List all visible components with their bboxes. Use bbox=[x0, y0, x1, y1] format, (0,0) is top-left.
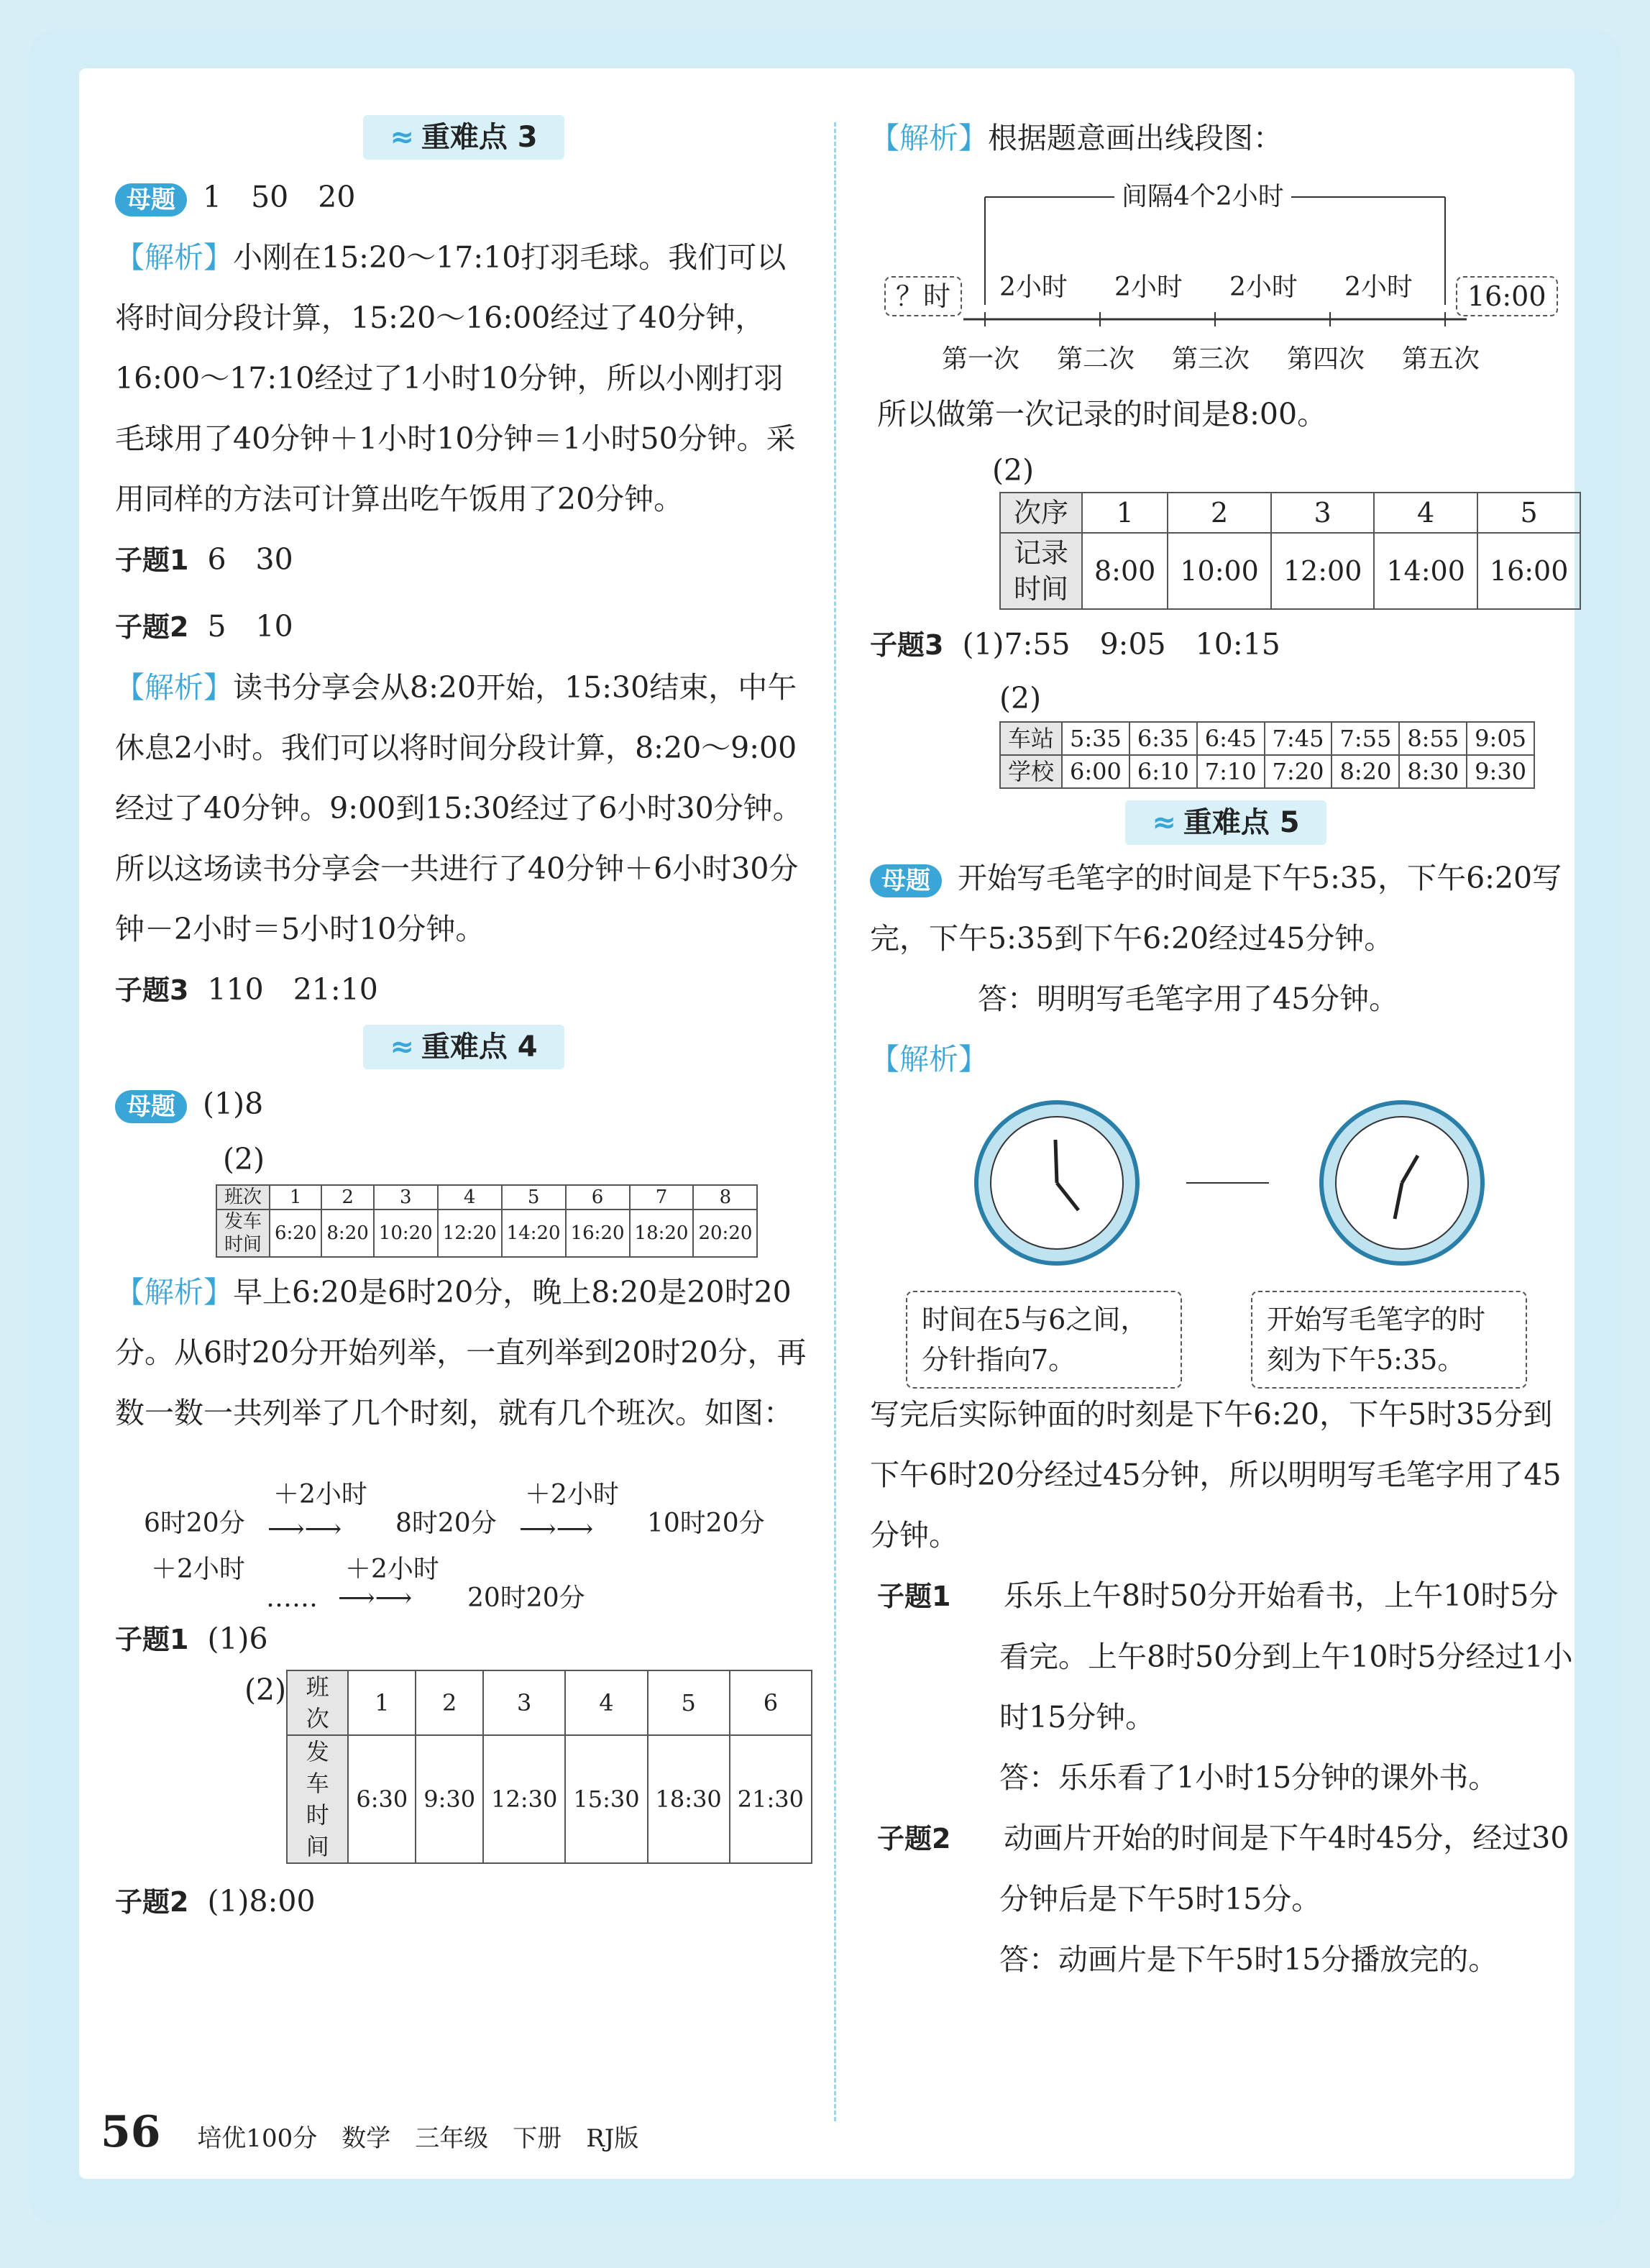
arrow-icon: ⟶⟶ bbox=[338, 1583, 413, 1613]
table-cell: 6 bbox=[730, 1670, 812, 1735]
point-label: 第一次 bbox=[942, 344, 1020, 374]
mother-question-3 bbox=[115, 167, 812, 227]
table-cell: 15:30 bbox=[565, 1735, 647, 1863]
flow-step: ＋2小时 bbox=[151, 1555, 245, 1584]
page-footer bbox=[101, 2107, 638, 2157]
table-cell: 7:55 bbox=[1332, 722, 1399, 755]
table-cell: 5 bbox=[648, 1670, 730, 1735]
answer-text: 110 21:10 bbox=[207, 972, 378, 1007]
sub-label: 子题3 bbox=[870, 629, 944, 661]
answer-text: (1)8:00 bbox=[207, 1884, 316, 1919]
hint-box-2: 开始写毛笔字的时刻为下午5:35。 bbox=[1251, 1291, 1527, 1389]
table-cell: 班次 bbox=[216, 1185, 270, 1210]
table-cell: 14:20 bbox=[502, 1210, 566, 1257]
flow-dots: …… bbox=[266, 1583, 318, 1613]
flow-step: ＋2小时 bbox=[345, 1555, 439, 1584]
section-heading-5 bbox=[1125, 800, 1326, 845]
page-number: 56 bbox=[101, 2107, 161, 2157]
table-cell: 班次 bbox=[287, 1670, 348, 1735]
table-cell: 6:00 bbox=[1062, 755, 1129, 788]
table-cell: 3 bbox=[483, 1670, 565, 1735]
table-cell: 8:30 bbox=[1399, 755, 1467, 788]
table-cell: 16:20 bbox=[566, 1210, 630, 1257]
wave-icon: ≈ bbox=[390, 121, 414, 154]
flow-step: ＋2小时 bbox=[273, 1480, 367, 1509]
record-table bbox=[999, 492, 1581, 610]
table-cell: 10:00 bbox=[1168, 533, 1271, 609]
arrow-icon: ⟶⟶ bbox=[519, 1514, 594, 1544]
table-cell: 次序 bbox=[1000, 493, 1082, 533]
table-cell: 1 bbox=[1082, 493, 1168, 533]
clock-diagram bbox=[870, 1089, 1582, 1377]
clock-mirror-icon bbox=[976, 1102, 1137, 1263]
point-label: 第三次 bbox=[1172, 344, 1250, 374]
sub-label: 子题1 bbox=[115, 1624, 189, 1655]
analysis-text: 小刚在15:20～17:10打羽毛球。我们可以将时间分段计算，15:20～16:00经过了40分钟，16:00～17:10经过了1小时10分钟，所以小刚打羽毛球用了40分钟＋1小时10分钟＝1小时50分钟。采用同样的方法可计算出吃午饭用了20分钟。 bbox=[115, 240, 796, 516]
sub-question-2r bbox=[870, 1808, 1582, 1929]
table-row bbox=[216, 1210, 757, 1257]
sub-label: 子题1 bbox=[115, 544, 189, 576]
answer-text: 乐乐上午8时50分开始看书，上午10时5分看完。上午8时50分到上午10时5分经过1小时15分钟。 bbox=[999, 1578, 1573, 1734]
table-cell: 6:45 bbox=[1197, 722, 1265, 755]
table-row bbox=[1000, 755, 1534, 788]
flow-time: 6时20分 bbox=[144, 1509, 245, 1538]
part-2-label: (2) bbox=[244, 1673, 287, 1707]
table-cell: 8:20 bbox=[321, 1210, 373, 1257]
mother-tag: 母题 bbox=[115, 183, 187, 216]
book-info: 培优100分 数学 三年级 下册 RJ版 bbox=[197, 2124, 639, 2153]
table-cell: 10:20 bbox=[374, 1210, 438, 1257]
table-cell: 20:20 bbox=[693, 1210, 757, 1257]
answer-text: (1)7:55 9:05 10:15 bbox=[962, 627, 1280, 662]
table-cell: 6:30 bbox=[348, 1735, 416, 1863]
analysis-tag: 【解析】 bbox=[115, 670, 233, 705]
table-row bbox=[216, 1185, 757, 1210]
left-column bbox=[115, 115, 812, 1932]
answer-line: 答：乐乐看了1小时15分钟的课外书。 bbox=[999, 1760, 1498, 1795]
sub-question-1r bbox=[870, 1565, 1582, 1747]
table-cell: 12:00 bbox=[1271, 533, 1375, 609]
flow-time: 20时20分 bbox=[467, 1583, 585, 1613]
bus-schedule-table bbox=[216, 1184, 758, 1258]
answer-line: 答：明明写毛笔字用了45分钟。 bbox=[978, 982, 1399, 1016]
point-label: 第四次 bbox=[1287, 344, 1365, 374]
flow-step: ＋2小时 bbox=[525, 1480, 619, 1509]
segment-label: 2小时 bbox=[1229, 273, 1298, 302]
segment-label: 2小时 bbox=[1114, 273, 1183, 302]
sub-question-3r bbox=[870, 614, 1582, 675]
table-cell: 3 bbox=[1271, 493, 1375, 533]
sub-question-2 bbox=[115, 596, 812, 657]
table-cell: 7:45 bbox=[1265, 722, 1332, 755]
heading-text: 重难点 3 bbox=[421, 121, 538, 154]
part-2-label: (2) bbox=[992, 453, 1035, 488]
table-cell: 发车时间 bbox=[216, 1210, 270, 1257]
table-cell: 12:30 bbox=[483, 1735, 565, 1863]
sub-label: 子题2 bbox=[115, 611, 189, 643]
heading-text: 重难点 5 bbox=[1183, 806, 1300, 839]
table-cell: 8:55 bbox=[1399, 722, 1467, 755]
table-cell: 发车时间 bbox=[287, 1735, 348, 1863]
table-cell: 5 bbox=[1477, 493, 1581, 533]
table-cell: 学校 bbox=[1000, 755, 1062, 788]
flow-time: 10时20分 bbox=[647, 1509, 765, 1538]
part-2-block bbox=[244, 1670, 812, 1864]
analysis-2 bbox=[115, 657, 812, 959]
answer-text: (1)6 bbox=[207, 1622, 268, 1656]
table-cell: 4 bbox=[1374, 493, 1477, 533]
table-cell: 3 bbox=[374, 1185, 438, 1210]
answer-text: 开始写毛笔字的时间是下午5:35，下午6:20写完，下午5:35到下午6:20经过45分钟。 bbox=[870, 861, 1562, 956]
table-cell: 车站 bbox=[1000, 722, 1062, 755]
table-cell: 2 bbox=[321, 1185, 373, 1210]
analysis-3 bbox=[115, 1262, 812, 1443]
mother-tag: 母题 bbox=[870, 864, 942, 897]
end-time-box: 16:00 bbox=[1456, 276, 1558, 316]
answer-text: 动画片开始的时间是下午4时45分，经过30分钟后是下午5时15分。 bbox=[999, 1821, 1569, 1916]
analysis-tag: 【解析】 bbox=[870, 1042, 988, 1076]
sub-question-1 bbox=[115, 529, 812, 590]
analysis-text: 早上6:20是6时20分，晚上8:20是20时20分。从6时20分开始列举，一直列举到20时20分，再数一数一共列举了几个时刻，就有几个班次。如图： bbox=[115, 1275, 807, 1430]
table-cell: 记录时间 bbox=[1000, 533, 1082, 609]
table-cell: 9:05 bbox=[1467, 722, 1534, 755]
table-cell: 8:00 bbox=[1082, 533, 1168, 609]
table-cell: 7:10 bbox=[1197, 755, 1265, 788]
table-cell: 7 bbox=[630, 1185, 694, 1210]
bus-schedule-table-2 bbox=[286, 1670, 812, 1864]
flow-time: 8时20分 bbox=[395, 1509, 497, 1538]
table-row bbox=[1000, 722, 1534, 755]
table-cell: 2 bbox=[416, 1670, 483, 1735]
column-divider bbox=[834, 122, 836, 2121]
table-cell: 16:00 bbox=[1477, 533, 1581, 609]
table-cell: 9:30 bbox=[1467, 755, 1534, 788]
table-row bbox=[1000, 493, 1580, 533]
table-cell: 4 bbox=[438, 1185, 502, 1210]
table-cell: 4 bbox=[565, 1670, 647, 1735]
wave-icon: ≈ bbox=[1152, 806, 1176, 839]
answer-line: 答：动画片是下午5时15分播放完的。 bbox=[999, 1942, 1498, 1977]
station-table bbox=[999, 721, 1535, 789]
interval-label: 间隔4个2小时 bbox=[1114, 178, 1291, 216]
table-cell: 18:30 bbox=[648, 1735, 730, 1863]
analysis-tag: 【解析】 bbox=[870, 121, 988, 155]
analysis-1 bbox=[115, 227, 812, 529]
analysis-text: 读书分享会从8:20开始，15:30结束，中午休息2小时。我们可以将时间分段计算，8:20～9:00经过了40分钟。9:00到15:30经过了6小时30分钟。所以这场读书分享会一共进行了40分钟＋6小时30分钟－2小时＝5小时10分钟。 bbox=[115, 670, 802, 946]
table-cell: 6:35 bbox=[1129, 722, 1197, 755]
sub-label: 子题1 bbox=[877, 1581, 951, 1612]
part-2-label: (2) bbox=[223, 1142, 265, 1176]
table-cell: 2 bbox=[1168, 493, 1271, 533]
table-cell: 6:10 bbox=[1129, 755, 1197, 788]
segment-label: 2小时 bbox=[1344, 273, 1413, 302]
table-cell: 6:20 bbox=[270, 1210, 321, 1257]
table-cell: 12:20 bbox=[438, 1210, 502, 1257]
sub-label: 子题2 bbox=[877, 1823, 951, 1855]
answer-text: 1 50 20 bbox=[203, 180, 356, 214]
table-cell: 5:35 bbox=[1062, 722, 1129, 755]
point-label: 第五次 bbox=[1402, 344, 1480, 374]
sub-label: 子题3 bbox=[115, 974, 189, 1006]
table-cell: 1 bbox=[348, 1670, 416, 1735]
wave-icon: ≈ bbox=[390, 1030, 414, 1064]
segment-diagram bbox=[870, 168, 1582, 449]
answer-text: (1)8 bbox=[203, 1087, 264, 1121]
table-row bbox=[287, 1670, 812, 1735]
sub-question-1b bbox=[115, 1609, 812, 1670]
table-cell: 1 bbox=[270, 1185, 321, 1210]
table-cell: 7:20 bbox=[1265, 755, 1332, 788]
table-row bbox=[287, 1735, 812, 1863]
part-2-label: (2) bbox=[999, 681, 1042, 715]
mother-question-4 bbox=[115, 1074, 812, 1134]
analysis-intro bbox=[870, 108, 1582, 168]
time-flow-diagram bbox=[115, 1443, 812, 1613]
arrow-icon: ⟶⟶ bbox=[267, 1514, 342, 1544]
analysis-text: 写完后实际钟面的时刻是下午6:20，下午5时35分到下午6时20分经过45分钟，所以明明写毛笔字用了45分钟。 bbox=[870, 1397, 1562, 1553]
segment-label: 2小时 bbox=[999, 273, 1068, 302]
table-cell: 14:00 bbox=[1374, 533, 1477, 609]
table-cell: 6 bbox=[566, 1185, 630, 1210]
table-cell: 21:30 bbox=[730, 1735, 812, 1863]
heading-text: 重难点 4 bbox=[421, 1030, 538, 1064]
table-row bbox=[1000, 533, 1580, 609]
sub-question-3 bbox=[115, 959, 812, 1020]
clock-real-icon bbox=[1321, 1102, 1482, 1263]
table-cell: 5 bbox=[502, 1185, 566, 1210]
section-heading-4 bbox=[363, 1025, 564, 1069]
conclusion-text: 所以做第一次记录的时间是8:00。 bbox=[877, 397, 1327, 431]
unknown-time-box: ？时 bbox=[884, 276, 962, 316]
sub-label: 子题2 bbox=[115, 1886, 189, 1918]
section-heading-3 bbox=[363, 115, 564, 160]
mother-tag: 母题 bbox=[115, 1090, 187, 1123]
table-cell: 8:20 bbox=[1332, 755, 1399, 788]
table-cell: 9:30 bbox=[416, 1735, 483, 1863]
answer-text: 5 10 bbox=[207, 609, 293, 644]
analysis-tag: 【解析】 bbox=[115, 1275, 233, 1309]
table-cell: 8 bbox=[693, 1185, 757, 1210]
analysis-text: 根据题意画出线段图： bbox=[988, 121, 1283, 155]
analysis-tag: 【解析】 bbox=[115, 240, 233, 275]
point-label: 第二次 bbox=[1057, 344, 1135, 374]
mother-question-5 bbox=[870, 848, 1582, 969]
hint-box-1: 时间在5与6之间，分针指向7。 bbox=[906, 1291, 1182, 1389]
right-column bbox=[870, 108, 1582, 1990]
answer-text: 6 30 bbox=[207, 542, 293, 577]
table-cell: 18:20 bbox=[630, 1210, 694, 1257]
sub-question-2b bbox=[115, 1871, 812, 1932]
